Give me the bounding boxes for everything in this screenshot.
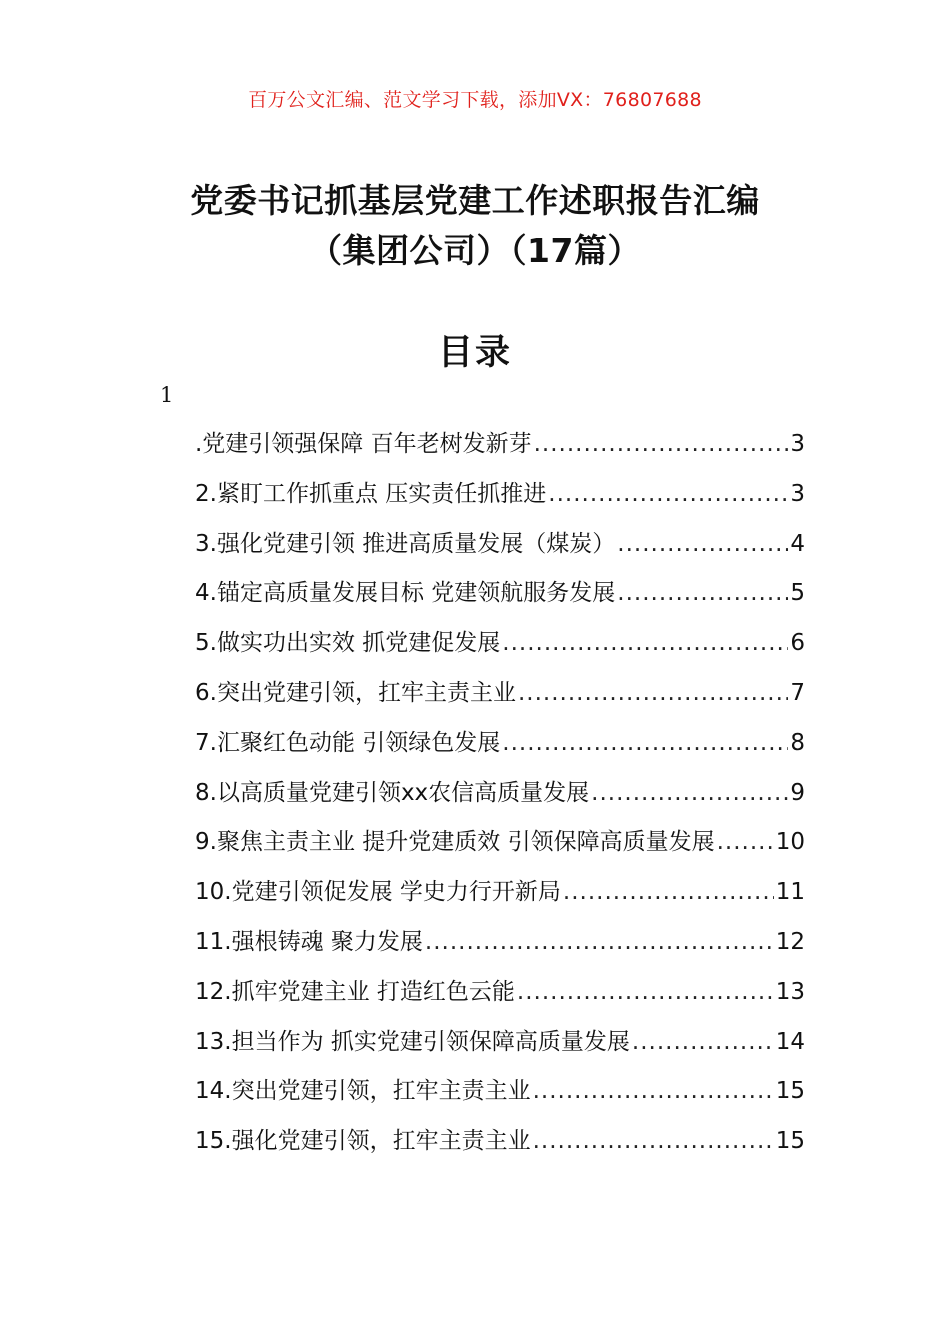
toc-item-page: 9 bbox=[790, 779, 805, 806]
toc-item[interactable] bbox=[195, 470, 805, 520]
header-note: 百万公文汇编、范文学习下载，添加VX：76807688 bbox=[248, 89, 702, 111]
toc-item[interactable] bbox=[195, 719, 805, 769]
toc-item-page: 11 bbox=[775, 879, 805, 906]
toc-item-title: .党建引领强保障 百年老树发新芽 bbox=[195, 431, 532, 457]
toc-item-page: 3 bbox=[790, 480, 805, 507]
toc-item-title: 12.抓牢党建主业 打造红色云能 bbox=[195, 978, 515, 1005]
toc-leader-dots bbox=[591, 769, 788, 819]
toc-item-title: 14.突出党建引领，扛牢主责主业 bbox=[195, 1078, 531, 1105]
toc-item[interactable] bbox=[195, 669, 805, 719]
toc-item-page: 13 bbox=[775, 978, 805, 1005]
toc-item[interactable] bbox=[195, 818, 805, 868]
toc-item[interactable] bbox=[195, 420, 805, 470]
document-title-line2: （集团公司）（17篇） bbox=[309, 231, 641, 270]
toc-heading: 目录 bbox=[437, 333, 512, 373]
toc-item-page: 6 bbox=[790, 630, 805, 657]
toc-leader-dots bbox=[517, 968, 774, 1018]
toc-leader-dots bbox=[534, 420, 789, 470]
toc-leader-dots bbox=[717, 818, 774, 868]
toc-leader-dots bbox=[425, 918, 774, 968]
toc-item-title: 2.紧盯工作抓重点 压实责任抓推进 bbox=[195, 480, 547, 507]
toc-item-title: 6.突出党建引领，扛牢主责主业 bbox=[195, 679, 516, 706]
toc-item-title: 8.以高质量党建引领xx农信高质量发展 bbox=[195, 779, 590, 806]
toc-item[interactable] bbox=[195, 1117, 805, 1167]
toc-leader-dots bbox=[502, 619, 788, 669]
toc-item[interactable] bbox=[195, 520, 805, 570]
toc-item-page: 15 bbox=[775, 1078, 805, 1105]
toc-item[interactable] bbox=[195, 868, 805, 918]
toc-leader-dots bbox=[632, 1018, 774, 1068]
toc-item-page: 5 bbox=[790, 580, 805, 607]
toc-item[interactable] bbox=[195, 1018, 805, 1068]
toc-item-page: 15 bbox=[775, 1128, 805, 1155]
toc-item-page: 14 bbox=[775, 1028, 805, 1055]
toc-item[interactable] bbox=[195, 968, 805, 1018]
toc-item-title: 5.做实功出实效 抓党建促发展 bbox=[195, 630, 501, 657]
toc-item-title: 15.强化党建引领，扛牢主责主业 bbox=[195, 1128, 531, 1155]
toc-leader-dots bbox=[548, 470, 788, 520]
toc-item-page: 12 bbox=[775, 928, 805, 955]
toc-item-title: 4.锚定高质量发展目标 党建领航服务发展 bbox=[195, 580, 616, 607]
toc-item-title: 7.汇聚红色动能 引领绿色发展 bbox=[195, 729, 501, 756]
toc-leader-dots bbox=[518, 669, 788, 719]
toc-leader-dots bbox=[617, 520, 788, 570]
toc-item[interactable] bbox=[195, 918, 805, 968]
toc-item-page: 4 bbox=[790, 530, 805, 557]
toc-item-title: 3.强化党建引领 推进高质量发展（煤炭） bbox=[195, 530, 616, 557]
toc-item-page: 7 bbox=[790, 679, 805, 706]
table-of-contents bbox=[195, 420, 805, 1167]
toc-item[interactable] bbox=[195, 569, 805, 619]
toc-item[interactable] bbox=[195, 769, 805, 819]
toc-item[interactable] bbox=[195, 1067, 805, 1117]
toc-leader-dots bbox=[563, 868, 774, 918]
toc-item-page: 8 bbox=[790, 729, 805, 756]
toc-item[interactable] bbox=[195, 619, 805, 669]
toc-item-title: 10.党建引领促发展 学史力行开新局 bbox=[195, 879, 561, 906]
document-title-line1: 党委书记抓基层党建工作述职报告汇编 bbox=[190, 181, 760, 220]
toc-leader-dots bbox=[617, 569, 788, 619]
page-index: 1 bbox=[160, 383, 174, 407]
toc-leader-dots bbox=[533, 1067, 774, 1117]
toc-item-page: 10 bbox=[775, 829, 805, 856]
toc-leader-dots bbox=[502, 719, 788, 769]
toc-item-title: 11.强根铸魂 聚力发展 bbox=[195, 928, 423, 955]
toc-item-page: 3 bbox=[790, 431, 805, 457]
toc-item-title: 13.担当作为 抓实党建引领保障高质量发展 bbox=[195, 1028, 630, 1055]
toc-item-title: 9.聚焦主责主业 提升党建质效 引领保障高质量发展 bbox=[195, 829, 715, 856]
toc-leader-dots bbox=[533, 1117, 774, 1167]
